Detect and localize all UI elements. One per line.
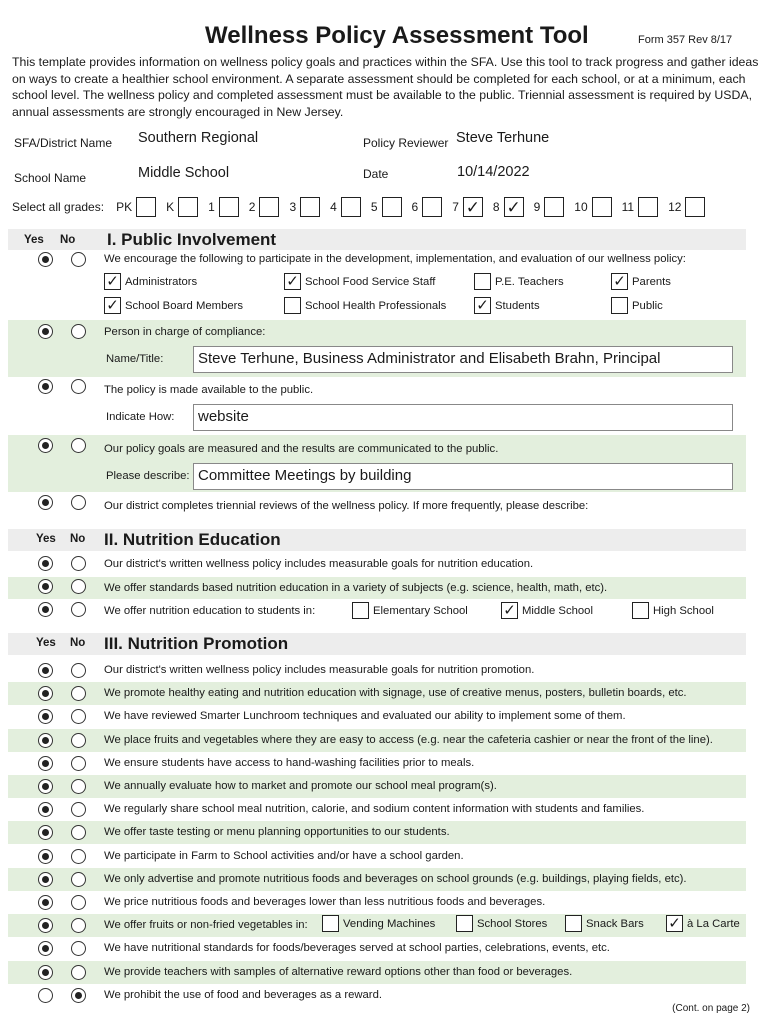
reviewer-value[interactable]: Steve Terhune (456, 130, 550, 146)
yes-radio[interactable] (38, 825, 53, 840)
high-school-checkbox[interactable] (632, 602, 649, 619)
s2q2-text: We offer standards based nutrition education in a variety of subjects (e.g. science, health, math, etc). (104, 582, 608, 594)
s1q2-text: Person in charge of compliance: (104, 326, 266, 338)
parents-checkbox[interactable]: ✓ (611, 273, 628, 290)
s1q5-text: Our district completes triennial reviews of the wellness policy. If more frequently, please describe: (104, 500, 589, 512)
name-title-field[interactable]: Steve Terhune, Business Administrator and Elisabeth Brahn, Principal (193, 346, 733, 373)
grade-label: 10 (574, 200, 588, 214)
school-label: School Name (14, 171, 87, 185)
level-middle[interactable]: ✓ Middle School (501, 602, 593, 619)
participant-students[interactable]: ✓ Students (474, 297, 540, 314)
yes-radio[interactable] (38, 918, 53, 933)
please-describe-label: Please describe: (106, 470, 190, 482)
question-text: We have nutritional standards for foods/beverages served at school parties, celebrations, events, etc. (104, 942, 610, 954)
no-radio[interactable] (71, 988, 86, 1003)
yes-column-label: Yes (36, 533, 56, 545)
s2q1-no-radio[interactable] (71, 556, 86, 571)
yes-radio[interactable] (38, 756, 53, 771)
public-checkbox[interactable] (611, 297, 628, 314)
grade-option[interactable] (156, 197, 198, 217)
grade-option[interactable] (320, 197, 361, 217)
section3-title: III. Nutrition Promotion (104, 634, 289, 653)
participant-parents[interactable]: ✓ Parents (611, 273, 671, 290)
grade-checkbox[interactable] (219, 197, 239, 217)
yes-column-label: Yes (36, 637, 56, 649)
grade-option[interactable] (564, 197, 611, 217)
s1q3-text: The policy is made available to the public. (104, 384, 314, 396)
s2q1-text: Our district's written wellness policy includes measurable goals for nutrition education. (104, 558, 534, 570)
continued-note: (Cont. on page 2) (672, 1003, 750, 1014)
s1q2-yes-radio[interactable] (38, 324, 53, 339)
grade-checkbox[interactable] (300, 197, 320, 217)
question-text: We offer taste testing or menu planning opportunities to our students. (104, 826, 450, 838)
yes-radio[interactable] (38, 663, 53, 678)
question-text: We have reviewed Smarter Lunchroom techniques and evaluated our ability to implement some of them. (104, 710, 626, 722)
s1q5-yes-radio[interactable] (38, 495, 53, 510)
participant-public[interactable]: Public (611, 297, 663, 314)
grade-option[interactable] (612, 197, 658, 217)
yes-radio[interactable] (38, 733, 53, 748)
grade-label: 1 (208, 200, 215, 214)
s1q3-no-radio[interactable] (71, 379, 86, 394)
s2q3-no-radio[interactable] (71, 602, 86, 617)
grade-option[interactable] (658, 197, 705, 217)
grade-checkbox[interactable] (259, 197, 279, 217)
grade-label: 2 (248, 200, 256, 214)
question-text: We ensure students have access to hand-washing facilities prior to meals. (104, 757, 475, 769)
question-text: We participate in Farm to School activities and/or have a school garden. (104, 850, 464, 862)
question-text: We regularly share school meal nutrition, calorie, and sodium content information with students and families. (104, 803, 645, 815)
participant-pe-teachers[interactable]: P.E. Teachers (474, 273, 564, 290)
venue-option[interactable] (322, 915, 435, 932)
grade-checkbox[interactable] (592, 197, 612, 217)
s1q5-no-radio[interactable] (71, 495, 86, 510)
question-text: We price nutritious foods and beverages lower than less nutritious foods and beverages. (104, 896, 546, 908)
grade-label: 8 (492, 200, 500, 214)
venue-label: Snack Bars (586, 917, 644, 930)
date-value[interactable]: 10/14/2022 (457, 164, 530, 180)
grade-option[interactable] (106, 197, 156, 217)
grade-checkbox[interactable]: ✓ (504, 197, 524, 217)
question-text: Our district's written wellness policy includes measurable goals for nutrition promotion. (104, 664, 535, 676)
grade-label: 12 (668, 200, 682, 214)
yes-radio[interactable] (38, 872, 53, 887)
grade-option[interactable] (402, 197, 443, 217)
yes-radio[interactable] (38, 988, 53, 1003)
question-text: We annually evaluate how to market and promote our school meal program(s). (104, 780, 497, 792)
sfa-value[interactable]: Southern Regional (138, 130, 259, 146)
form-number: Form 357 Rev 8/17 (638, 34, 733, 46)
yes-radio[interactable] (38, 802, 53, 817)
yes-radio[interactable] (38, 895, 53, 910)
grade-checkbox[interactable] (382, 197, 402, 217)
grade-checkbox[interactable] (341, 197, 361, 217)
s1q4-text: Our policy goals are measured and the results are communicated to the public. (104, 443, 499, 455)
grade-option[interactable] (483, 197, 524, 217)
grade-option[interactable] (524, 197, 565, 217)
venue-label: Vending Machines (343, 917, 436, 930)
venue-checkbox[interactable] (322, 915, 339, 932)
no-column-label: No (60, 234, 76, 246)
grade-label: 4 (330, 200, 337, 214)
grade-label: 11 (621, 200, 635, 214)
no-radio[interactable] (71, 686, 86, 701)
middle-school-checkbox[interactable]: ✓ (501, 602, 518, 619)
no-radio[interactable] (71, 849, 86, 864)
yes-radio[interactable] (38, 941, 53, 956)
no-radio[interactable] (71, 779, 86, 794)
food-staff-checkbox[interactable]: ✓ (284, 273, 301, 290)
no-radio[interactable] (71, 941, 86, 956)
please-describe-field[interactable]: Committee Meetings by building (193, 463, 733, 490)
s1q4-yes-radio[interactable] (38, 438, 53, 453)
administrators-checkbox[interactable]: ✓ (104, 273, 121, 290)
sfa-label: SFA/District Name (14, 136, 113, 150)
question-text: We provide teachers with samples of alternative reward options other than food or beverages. (104, 966, 573, 978)
no-radio[interactable] (71, 965, 86, 980)
form-title: Wellness Policy Assessment Tool (205, 22, 589, 49)
venue-checkbox[interactable]: ✓ (666, 915, 683, 932)
grade-option[interactable] (361, 197, 402, 217)
s1q3-yes-radio[interactable] (38, 379, 53, 394)
question-text: We prohibit the use of food and beverages as a reward. (104, 989, 382, 1001)
grade-label: 6 (411, 200, 419, 214)
participant-board-members[interactable]: ✓ School Board Members (104, 297, 243, 314)
name-title-label: Name/Title: (106, 353, 164, 365)
s1q4-no-radio[interactable] (71, 438, 86, 453)
no-radio[interactable] (71, 872, 86, 887)
s1q2-no-radio[interactable] (71, 324, 86, 339)
section2-title: II. Nutrition Education (104, 530, 281, 549)
s2q2-yes-radio[interactable] (38, 579, 53, 594)
no-radio[interactable] (71, 918, 86, 933)
grade-label: 9 (533, 200, 541, 214)
school-value[interactable]: Middle School (138, 165, 230, 181)
venue-option[interactable] (456, 915, 547, 932)
date-label: Date (363, 167, 389, 181)
grade-option[interactable] (239, 197, 280, 217)
participant-administrators[interactable]: ✓ Administrators (104, 273, 197, 290)
grade-list (106, 197, 705, 217)
grade-checkbox[interactable] (136, 197, 156, 217)
grade-label: K (166, 200, 175, 214)
venue-checkbox[interactable] (456, 915, 473, 932)
venue-option[interactable] (565, 915, 644, 932)
venue-label: à La Carte (687, 917, 740, 930)
pe-teachers-checkbox[interactable] (474, 273, 491, 290)
elementary-checkbox[interactable] (352, 602, 369, 619)
s1q1-no-radio[interactable] (71, 252, 86, 267)
no-column-label: No (70, 533, 86, 545)
grade-option[interactable] (279, 197, 320, 217)
grade-label: PK (116, 200, 133, 214)
no-radio[interactable] (71, 733, 86, 748)
grade-checkbox[interactable] (422, 197, 442, 217)
question-text: We only advertise and promote nutritious foods and beverages on school grounds (e.g. buildings, playing fields, etc). (104, 873, 687, 885)
s2q3-yes-radio[interactable] (38, 602, 53, 617)
grade-checkbox[interactable]: ✓ (463, 197, 483, 217)
grade-selector (12, 195, 767, 219)
question-text: We offer fruits or non-fried vegetables in: (104, 919, 308, 931)
participant-food-staff[interactable]: ✓ School Food Service Staff (284, 273, 435, 290)
venue-label: School Stores (477, 917, 548, 930)
indicate-how-field[interactable]: website (193, 404, 733, 431)
s2q1-yes-radio[interactable] (38, 556, 53, 571)
grade-checkbox[interactable] (685, 197, 705, 217)
health-professionals-checkbox[interactable] (284, 297, 301, 314)
venue-option[interactable] (666, 915, 740, 932)
grade-label: 3 (289, 200, 297, 214)
no-radio[interactable] (71, 895, 86, 910)
question-text: We place fruits and vegetables where they are easy to access (e.g. near the cafeteria cashier or near the front of the line). (104, 734, 713, 746)
no-radio[interactable] (71, 802, 86, 817)
s1q1-text: We encourage the following to participate in the development, implementation, and evaluation of our wellness policy: (104, 253, 686, 265)
no-column-label: No (70, 637, 86, 649)
yes-radio[interactable] (38, 779, 53, 794)
no-radio[interactable] (71, 663, 86, 678)
grade-option[interactable] (198, 197, 239, 217)
grade-checkbox[interactable] (638, 197, 658, 217)
students-checkbox[interactable]: ✓ (474, 297, 491, 314)
intro-paragraph: This template provides information on wellness policy goals and practices within the SFA. Use this tool to track progress and gather ideas on ways to create a healthier school environment. A separate assessment should be completed for each school, or at a minimum, each school level. The wellness policy and completed assessment must be available to the public. Triennial assessment is required by USDA, annual assessments are strongly encouraged in New Jersey. (12, 55, 759, 119)
yes-radio[interactable] (38, 849, 53, 864)
yes-radio[interactable] (38, 686, 53, 701)
grade-label: 5 (370, 200, 378, 214)
no-radio[interactable] (71, 709, 86, 724)
venue-checkbox[interactable] (565, 915, 582, 932)
yes-radio[interactable] (38, 709, 53, 724)
board-members-checkbox[interactable]: ✓ (104, 297, 121, 314)
s2q3-text: We offer nutrition education to students in: (104, 605, 316, 617)
yes-column-label: Yes (24, 234, 44, 246)
grades-label: Select all grades: (12, 200, 105, 214)
no-radio[interactable] (71, 825, 86, 840)
reviewer-label: Policy Reviewer (363, 136, 449, 150)
level-high[interactable]: High School (632, 602, 714, 619)
no-radio[interactable] (71, 756, 86, 771)
question-text: We promote healthy eating and nutrition education with signage, use of creative menus, posters, bulletin boards, etc. (104, 687, 687, 699)
section1-title: I. Public Involvement (107, 230, 277, 249)
grade-checkbox[interactable] (178, 197, 198, 217)
grade-label: 7 (452, 200, 459, 214)
participant-health-professionals[interactable]: School Health Professionals (284, 297, 446, 314)
level-elementary[interactable]: Elementary School (352, 602, 468, 619)
yes-radio[interactable] (38, 965, 53, 980)
s1q1-yes-radio[interactable] (38, 252, 53, 267)
indicate-how-label: Indicate How: (106, 411, 175, 423)
grade-option[interactable] (442, 197, 483, 217)
grade-checkbox[interactable] (544, 197, 564, 217)
s2q2-no-radio[interactable] (71, 579, 86, 594)
